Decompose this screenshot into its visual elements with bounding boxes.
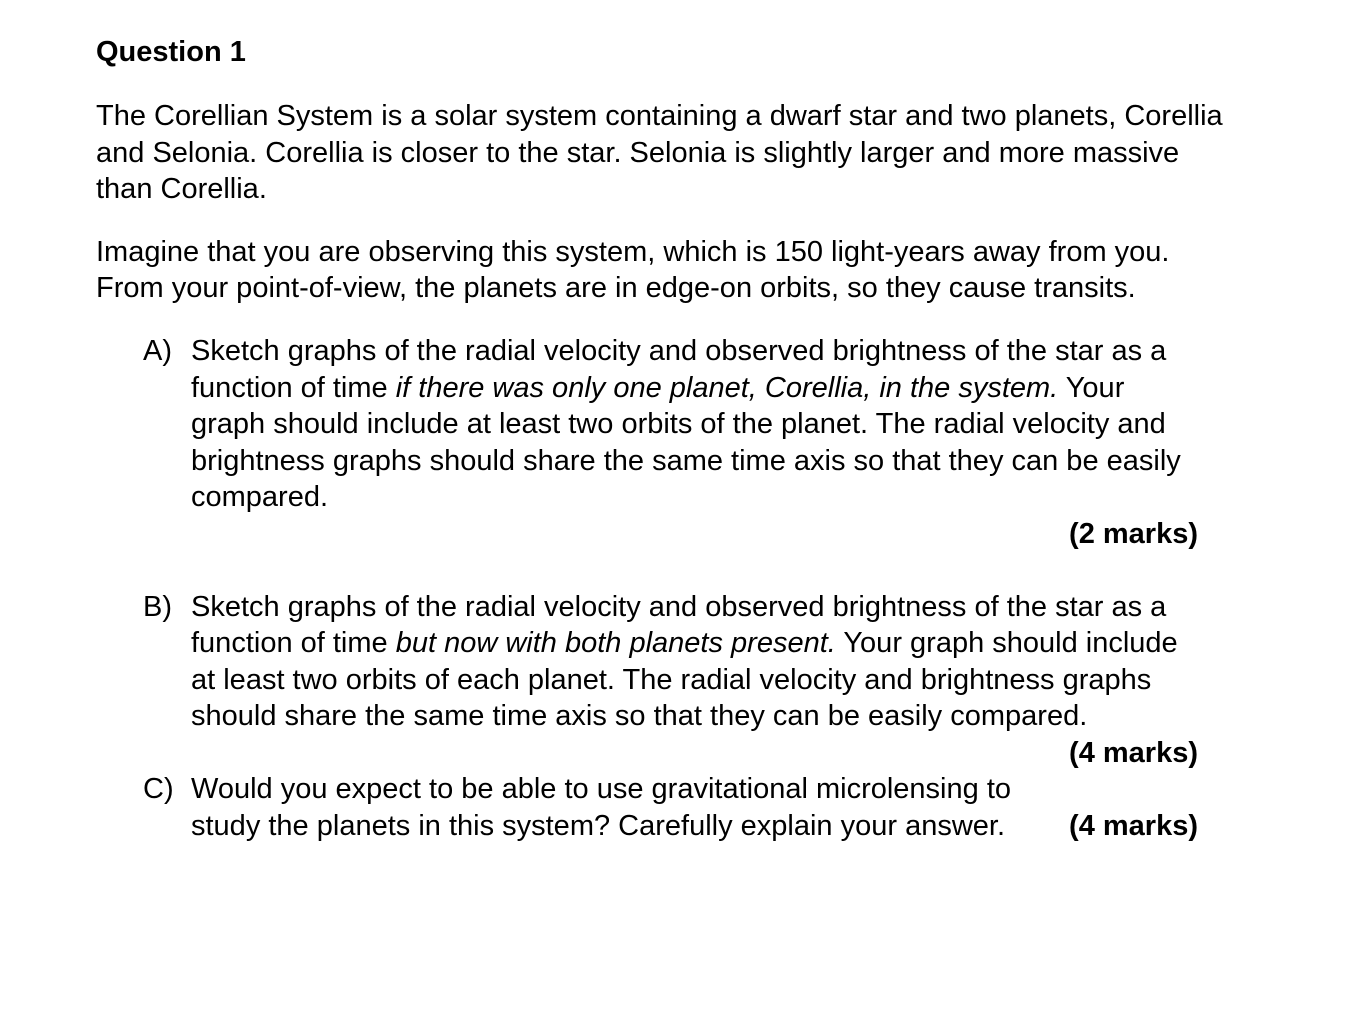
question-a-text-before: Sketch graphs of the radial velocity and observed brightness of the star as a function of time <box>191 334 1167 404</box>
question-c-text: Would you expect to be able to use gravitational microlensing to study the planets in this system? Carefully explain your answer. <box>191 772 1012 842</box>
intro-paragraph-1: The Corellian System is a solar system containing a dwarf star and two planets, Corellia and Selonia. Corellia is closer to the star. Selonia is slightly larger and more massive than Corellia. <box>96 100 1223 206</box>
question-b-marks: (4 marks) <box>1069 736 1198 769</box>
question-b-body <box>191 589 1198 769</box>
question-part-c <box>143 771 1198 844</box>
question-a-body <box>191 333 1198 516</box>
question-b-text-italic: but now with both planets present. <box>395 627 836 660</box>
question-c-letter: C) <box>143 772 174 805</box>
question-heading: Question 1 <box>96 36 246 68</box>
question-document <box>96 32 1226 844</box>
question-a-text-italic: if there was only one planet, Corellia, in the system. <box>395 371 1059 404</box>
question-b-letter: B) <box>143 590 172 623</box>
question-part-b <box>143 589 1198 769</box>
question-c-body <box>191 771 1198 844</box>
question-b-text-before: Sketch graphs of the radial velocity and observed brightness of the star as a function of time <box>191 590 1167 660</box>
question-a-text-after: Your graph should include at least two orbits of the planet. The radial velocity and brightness graphs should share the same time axis so that they can be easily compared. <box>191 371 1181 514</box>
question-c-marks: (4 marks) <box>1069 809 1198 842</box>
question-b-text-after: Your graph should include at least two orbits of each planet. The radial velocity and brightness graphs should share the same time axis so that they can be easily compared. <box>191 627 1178 733</box>
question-part-a <box>143 333 1198 553</box>
question-a-letter: A) <box>143 334 172 367</box>
intro-paragraph-2: Imagine that you are observing this system, which is 150 light-years away from you. From your point-of-view, the planets are in edge-on orbits, so they cause transits. <box>96 235 1170 305</box>
question-a-marks: (2 marks) <box>1069 517 1198 550</box>
